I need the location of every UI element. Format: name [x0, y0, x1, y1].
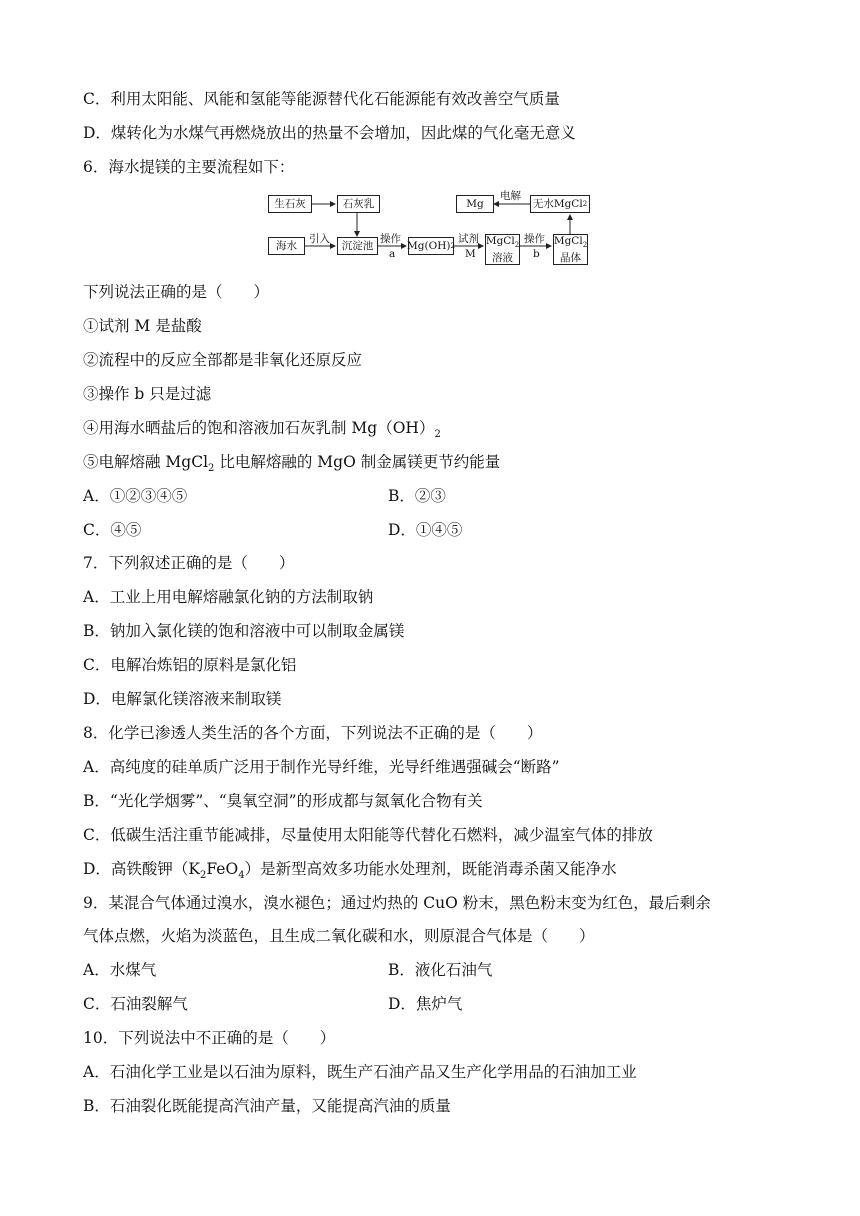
- q9-option-c: C．石油裂解气: [83, 995, 188, 1013]
- q9-stem-line1: 9．某混合气体通过溴水，溴水褪色；通过灼热的 CuO 粉末，黑色粉末变为红色，最后剩余: [83, 894, 711, 912]
- q8-option-d: D．高铁酸钾$(K_2FeO_4)$是新型高效多功能水处理剂，既能消毒杀菌又能净水: [83, 860, 617, 882]
- q8-stem: 8．化学已渗透人类生活的各个方面，下列说法不正确的是（ ）: [83, 724, 543, 742]
- box-anhydrous-mgcl2: 无水MgCl 2: [530, 195, 590, 213]
- box-settling-tank: 沉淀池: [337, 237, 378, 255]
- label-op-a-2: a: [389, 248, 396, 260]
- q10-stem: 10．下列说法中不正确的是（ ）: [83, 1029, 336, 1047]
- q7-option-b: B．钠加入氯化镁的饱和溶液中可以制取金属镁: [83, 622, 405, 640]
- q7-option-d: D．电解氯化镁溶液来制取镁: [83, 690, 282, 708]
- box-quicklime: 生石灰: [268, 195, 312, 213]
- box-lime-milk: 石灰乳: [337, 195, 380, 213]
- q9-option-d: D．焦炉气: [388, 995, 463, 1013]
- label-op-a-1: 操作: [380, 233, 401, 245]
- q8-option-c: C．低碳生活注重节能减排，尽量使用太阳能等代替化石燃料，减少温室气体的排放: [83, 826, 653, 844]
- q9-option-a: A．水煤气: [83, 961, 157, 979]
- q6-prompt: 下列说法正确的是（ ）: [83, 283, 270, 301]
- q8-option-b: B．“光化学烟雾”、“臭氧空洞”的形成都与氮氧化合物有关: [83, 792, 483, 810]
- label-reagent-2: M: [465, 248, 476, 260]
- box-seawater: 海水: [268, 237, 305, 255]
- q8-option-a: A．高纯度的硅单质广泛用于制作光导纤维，光导纤维遇强碱会“断路”: [83, 758, 560, 776]
- q10-option-a: A．石油化学工业是以石油为原料，既生产石油产品又生产化学用品的石油加工业: [83, 1063, 637, 1081]
- label-introduce: 引入: [309, 233, 330, 245]
- q7-stem: 7．下列叙述正确的是（ ）: [83, 554, 295, 572]
- q6-statement-5: ⑤电解熔融 MgCl$_2$ 比电解熔融的 MgO 制金属镁更节约能量: [83, 453, 501, 475]
- q6-statement-3: ③操作 b 只是过滤: [83, 385, 212, 403]
- box-mgcl2-crystal: MgCl$_2$ 晶体: [553, 235, 588, 264]
- q6-statement-1: ①试剂 M 是盐酸: [83, 317, 202, 335]
- q9-stem-line2: 气体点燃，火焰为淡蓝色，且生成二氧化碳和水，则原混合气体是（ ）: [83, 927, 595, 945]
- box-mg-oh2: Mg(OH) 2: [408, 237, 454, 255]
- label-reagent-1: 试剂: [458, 233, 479, 245]
- box-mg: Mg: [456, 195, 494, 213]
- label-electrolysis: 电解: [500, 190, 521, 202]
- q7-option-a: A．工业上用电解熔融氯化钠的方法制取钠: [83, 588, 374, 606]
- q6-stem: 6．海水提镁的主要流程如下：: [83, 158, 295, 176]
- box-mgcl2-solution: MgCl$_2$ 溶液: [485, 235, 520, 264]
- q5-option-d: D．煤转化为水煤气再燃烧放出的热量不会增加，因此煤的气化毫无意义: [83, 124, 576, 142]
- q10-option-b: B．石油裂化既能提高汽油产量，又能提高汽油的质量: [83, 1097, 451, 1115]
- label-op-b-1: 操作: [524, 233, 545, 245]
- q6-option-c: C．④⑤: [83, 521, 142, 539]
- q6-option-a: A．①②③④⑤: [83, 487, 188, 505]
- q7-option-c: C．电解冶炼铝的原料是氯化铝: [83, 656, 297, 674]
- q6-option-b: B．②③: [388, 487, 446, 505]
- q9-option-b: B．液化石油气: [388, 961, 493, 979]
- q6-statement-2: ②流程中的反应全部都是非氧化还原反应: [83, 351, 363, 369]
- label-op-b-2: b: [533, 248, 540, 260]
- q6-statement-4: ④用海水晒盐后的饱和溶液加石灰乳制 $Mg(OH)_2$: [83, 419, 441, 441]
- q5-option-c: C．利用太阳能、风能和氢能等能源替代化石能源能有效改善空气质量: [83, 90, 560, 108]
- q6-option-d: D．①④⑤: [388, 521, 463, 539]
